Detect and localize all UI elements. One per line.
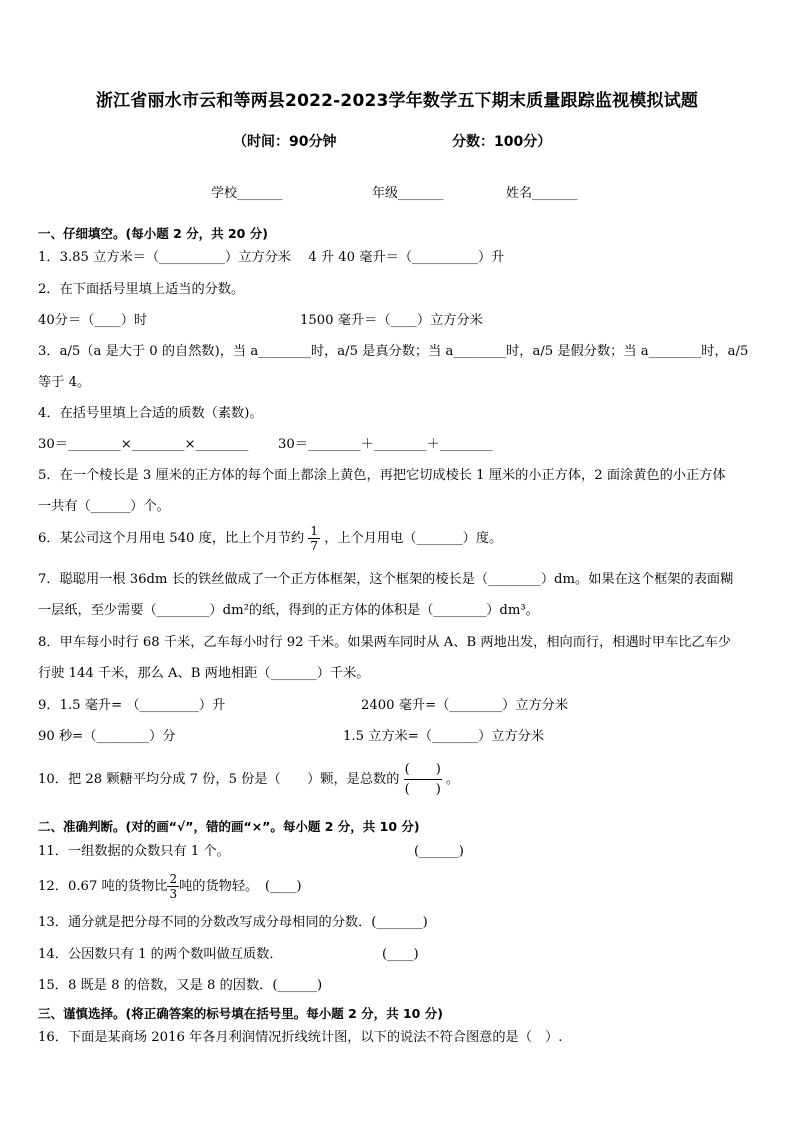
question-14-answer: (____) [382, 947, 419, 962]
exam-time: （时间：90分钟 [233, 134, 337, 150]
question-1: 1．3.85 立方米＝（__________）立方分米 4 升 40 毫升＝（__________）升 [38, 250, 505, 265]
question-5-line1: 5．在一个棱长是 3 厘米的正方体的每个面上都涂上黄色，再把它切成棱长 1 厘米的小正方体，2 面涂黄色的小正方体 [38, 468, 726, 483]
question-15: 15．8 既是 8 的倍数，又是 8 的因数．(______) [38, 978, 323, 993]
fraction-numerator: ( ) [404, 760, 442, 780]
question-7-line2: 一层纸，至少需要（________）dm²的纸，得到的正方体的体积是（________）dm³。 [38, 603, 539, 618]
question-12-text: 12．0.67 吨的货物比 [38, 879, 168, 894]
section-3-heading: 三、谨慎选择。(将正确答案的标号填在括号里。每小题 2 分，共 10 分) [38, 1006, 443, 1021]
fraction-numerator: 1 [310, 524, 318, 538]
question-11-answer: (______) [414, 844, 464, 859]
question-11: 11．一组数据的众数只有 1 个。 [38, 844, 230, 859]
question-6 [38, 524, 502, 553]
question-9d: 1.5 立方米=（_______）立方分米 [343, 729, 545, 744]
page-title: 浙江省丽水市云和等两县2022-2023学年数学五下期末质量跟踪监视模拟试题 [95, 91, 699, 111]
question-12 [38, 872, 302, 901]
fraction-denominator: ( ) [404, 782, 441, 797]
question-4: 4．在括号里填上合适的质数（素数)。 [38, 406, 263, 421]
fraction-denominator: 7 [310, 539, 318, 553]
question-9a: 9．1.5 毫升= （_________）升 [38, 698, 226, 713]
question-14: 14．公因数只有 1 的两个数叫做互质数． [38, 947, 283, 962]
fraction-numerator: 2 [169, 872, 178, 886]
question-4b: 30＝________＋________＋________ [278, 437, 493, 452]
question-5-line2: 一共有（______）个。 [38, 499, 170, 514]
question-10-fraction [404, 760, 442, 799]
question-2b: 1500 毫升＝（____）立方分米 [300, 313, 483, 328]
question-3-line2: 等于 4。 [38, 375, 91, 390]
question-2: 2．在下面括号里填上适当的分数。 [38, 282, 245, 297]
question-10 [38, 760, 459, 799]
question-6-text: 6．某公司这个月用电 540 度，比上个月节约 [38, 531, 305, 546]
section-2-heading: 二、准确判断。(对的画“√”，错的画“×”。每小题 2 分，共 10 分) [38, 819, 420, 834]
question-10-text: 10．把 28 颗糖平均分成 7 份，5 份是（ ）颗，是总数的 [38, 772, 400, 787]
grade-field: 年级_______ [372, 186, 444, 201]
question-2a: 40分＝（____）时 [38, 313, 148, 328]
question-7-line1: 7．聪聪用一根 36dm 长的铁丝做成了一个正方体框架，这个框架的棱长是（________）dm。如果在这个框架的表面糊 [38, 572, 734, 587]
question-8-line1: 8．甲车每小时行 68 千米，乙车每小时行 92 千米。如果两车同时从 A、B 两地出发，相向而行，相遇时甲车比乙车少 [38, 635, 731, 650]
question-12-text-end: 吨的货物轻。 (____) [179, 879, 302, 894]
question-8-line2: 行驶 144 千米，那么 A、B 两地相距（_______）千米。 [38, 666, 370, 681]
question-9b: 2400 毫升=（________）立方分米 [361, 698, 569, 713]
section-1-heading: 一、仔细填空。(每小题 2 分，共 20 分) [38, 226, 268, 241]
question-9c: 90 秒=（________）分 [38, 729, 176, 744]
question-4a: 30＝________×________×________ [38, 437, 249, 452]
question-6-text-end: ，上个月用电（_______）度。 [324, 531, 503, 546]
question-10-text-end: 。 [446, 772, 460, 787]
question-6-fraction [308, 524, 320, 553]
question-3-line1: 3．a/5（a 是大于 0 的自然数)，当 a________时，a/5 是真分数；当 a________时，a/5 是假分数；当 a________时，a/5 [38, 344, 749, 359]
question-12-fraction [167, 872, 179, 901]
fraction-denominator: 3 [169, 887, 178, 901]
exam-score: 分数：100分） [452, 134, 552, 150]
school-field: 学校_______ [211, 186, 283, 201]
name-field: 姓名_______ [506, 186, 578, 201]
question-16: 16．下面是某商场 2016 年各月利润情况折线统计图，以下的说法不符合图意的是（ ）. [38, 1030, 563, 1045]
question-13: 13．通分就是把分母不同的分数改写成分母相同的分数．(_______) [38, 915, 428, 930]
